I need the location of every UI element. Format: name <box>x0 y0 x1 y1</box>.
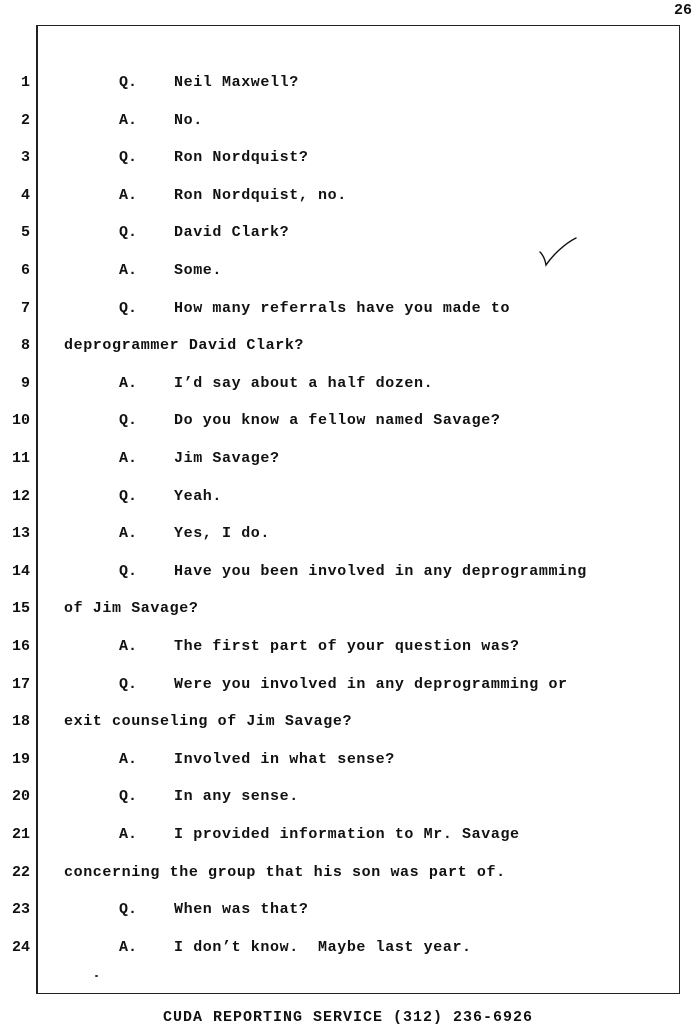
line-number: 3 <box>20 149 30 167</box>
line-text: How many referrals have you made to <box>174 299 511 317</box>
line-text: Were you involved in any deprogramming or <box>174 675 568 693</box>
line-text: Involved in what sense? <box>174 750 395 768</box>
line-text: In any sense. <box>174 788 299 806</box>
line-text: I provided information to Mr. Savage <box>174 826 520 843</box>
line-number: 7 <box>20 299 30 317</box>
line-number: 13 <box>11 525 30 543</box>
line-number: 10 <box>11 412 30 430</box>
speaker-label: Q. <box>119 562 138 580</box>
line-number: 12 <box>11 487 30 505</box>
line-number: 17 <box>11 675 30 693</box>
line-number: 14 <box>11 562 30 580</box>
line-text: exit counseling of Jim Savage? <box>64 713 353 731</box>
page-number: 26 <box>673 2 692 19</box>
stray-mark <box>95 975 98 977</box>
speaker-label: A. <box>119 938 138 956</box>
line-number: 6 <box>20 262 30 279</box>
transcript-frame <box>36 25 680 994</box>
line-text: of Jim Savage? <box>64 600 199 618</box>
speaker-label: Q. <box>119 412 138 430</box>
speaker-label: A. <box>119 638 138 655</box>
line-text: No. <box>174 111 203 129</box>
line-text: Some. <box>174 262 223 279</box>
line-number: 22 <box>11 863 30 881</box>
line-text: concerning the group that his son was part of. <box>64 863 506 881</box>
line-number: 9 <box>20 374 30 392</box>
speaker-label: A. <box>119 750 138 768</box>
checkmark-annotation <box>538 236 580 268</box>
line-text: When was that? <box>174 901 309 919</box>
line-number: 18 <box>11 713 30 731</box>
speaker-label: Q. <box>119 224 138 242</box>
line-text: Yeah. <box>174 487 223 505</box>
line-number: 11 <box>11 450 30 467</box>
speaker-label: Q. <box>119 788 138 806</box>
speaker-label: A. <box>119 186 138 204</box>
line-text: Yes, I do. <box>174 525 271 543</box>
reporting-service-footer: CUDA REPORTING SERVICE (312) 236-6926 <box>162 1009 534 1026</box>
line-number: 23 <box>11 901 30 919</box>
line-text: Neil Maxwell? <box>174 74 299 91</box>
speaker-label: A. <box>119 826 138 843</box>
line-text: David Clark? <box>174 224 290 242</box>
line-text: Ron Nordquist, no. <box>174 186 347 204</box>
line-number: 19 <box>11 750 30 768</box>
line-number: 15 <box>11 600 30 618</box>
speaker-label: A. <box>119 525 138 543</box>
line-number: 4 <box>20 186 30 204</box>
speaker-label: Q. <box>119 675 138 693</box>
line-number: 20 <box>11 788 30 806</box>
line-number: 2 <box>20 111 30 129</box>
line-text: The first part of your question was? <box>174 638 520 655</box>
line-text: I don’t know. Maybe last year. <box>174 938 472 956</box>
speaker-label: Q. <box>119 74 138 91</box>
speaker-label: Q. <box>119 901 138 919</box>
line-number: 16 <box>11 638 30 655</box>
line-number: 8 <box>20 337 30 355</box>
line-text: Jim Savage? <box>174 450 280 467</box>
line-number: 5 <box>20 224 30 242</box>
line-number: 1 <box>20 74 30 91</box>
speaker-label: A. <box>119 262 138 279</box>
speaker-label: A. <box>119 450 138 467</box>
speaker-label: A. <box>119 111 138 129</box>
line-text: Ron Nordquist? <box>174 149 309 167</box>
line-number: 21 <box>11 826 30 843</box>
line-text: Do you know a fellow named Savage? <box>174 412 501 430</box>
speaker-label: Q. <box>119 299 138 317</box>
line-text: deprogrammer David Clark? <box>64 337 305 355</box>
line-text: Have you been involved in any deprogramming <box>174 562 587 580</box>
speaker-label: Q. <box>119 487 138 505</box>
line-text: I’d say about a half dozen. <box>174 374 434 392</box>
speaker-label: A. <box>119 374 138 392</box>
speaker-label: Q. <box>119 149 138 167</box>
line-number: 24 <box>11 938 30 956</box>
